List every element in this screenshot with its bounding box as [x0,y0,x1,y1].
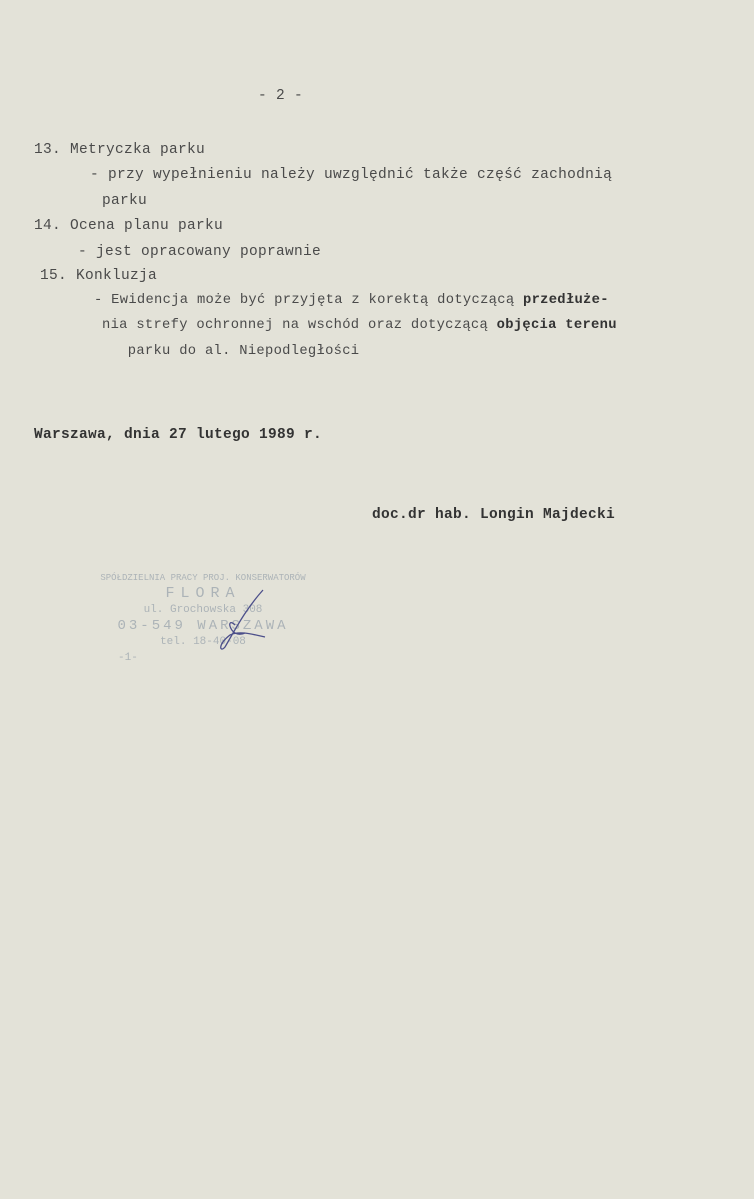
item-13-heading: 13. Metryczka parku [34,142,206,158]
item-15-heading: 15. Konkluzja [40,268,158,284]
page-number: - 2 - [258,88,304,104]
item-13-text: parku [102,193,148,209]
item-15-text: parku do al. Niepodległości [102,344,360,359]
date-line: Warszawa, dnia 27 lutego 1989 r. [34,427,323,443]
item-14-heading: 14. Ocena planu parku [34,218,224,234]
handwritten-signature [205,585,275,655]
signatory-name: doc.dr hab. Longin Majdecki [372,507,616,523]
item-14-text: - jest opracowany poprawnie [78,244,322,260]
item-15-text: nia strefy ochronnej na wschód oraz dotyczącą objęcia terenu [102,318,617,333]
item-13-text: - przy wypełnieniu należy uwzględnić także część zachodnią [90,167,613,183]
company-stamp: SPÓŁDZIELNIA PRACY PROJ. KONSERWATORÓW FLORA ul. Grochowska 308 03-549 WARSZAWA tel. 18-40-08 -1- [100,573,306,664]
item-15-text: - Ewidencja może być przyjęta z korektą dotyczącą przedłuże- [94,293,609,308]
